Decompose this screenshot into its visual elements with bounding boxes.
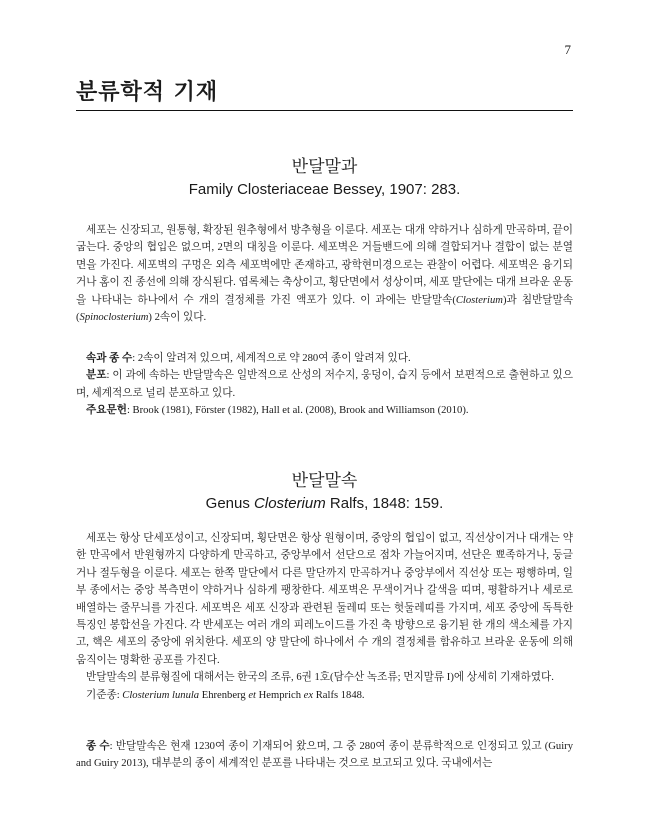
species-count-text: : 반달말속은 현재 1230여 종이 기재되어 왔으며, 그 중 280여 종이 분류학적으로 인정되고 있고 (Guiry and Guiry 2013), 대부분의 종이 세계적인 분포를 나타내는 것으로 보고되고 있다. 국내에서는: [76, 741, 573, 770]
genus-description: [76, 530, 573, 704]
family-genera-species: [76, 350, 573, 367]
genus-authority-prefix: Genus: [205, 495, 255, 512]
species-count-label: 종 수: [86, 741, 110, 752]
genus-treatment-note: 반달말속의 분류형질에 대해서는 한국의 조류, 6권 1호(담수산 녹조류; 먼지말류 I)에 상세히 기재하였다.: [86, 672, 554, 684]
family-desc-text-2: )과 침반달말속(: [76, 294, 574, 324]
family-references: [76, 402, 573, 419]
type-end: Ralfs 1848.: [313, 689, 365, 701]
family-description-paragraph: [76, 222, 573, 326]
family-facts: [76, 350, 573, 420]
genera-species-label: 속과 종 수: [86, 353, 133, 364]
species-count-paragraph: [76, 738, 573, 773]
distribution-text: : 이 과에 속하는 반달말속은 일반적으로 산성의 저수지, 웅덩이, 습지 등에서 보편적으로 출현하고 있으며, 세계적으로 널리 분포하고 있다.: [76, 370, 573, 399]
genera-species-text: : 2속이 알려져 있으며, 세계적으로 약 280여 종이 알려져 있다.: [132, 353, 411, 364]
type-label: 기준종:: [86, 689, 123, 701]
family-desc-genus-1: Closterium: [455, 294, 503, 306]
family-distribution: [76, 367, 573, 402]
type-author-2: Hemprich: [256, 689, 304, 701]
genus-authority: [76, 495, 573, 512]
references-label: 주요문헌: [86, 405, 127, 417]
references-text: : Brook (1981), Förster (1982), Hall et al. (2008), Brook and Williamson (2010).: [126, 405, 469, 417]
family-header: [76, 152, 573, 198]
family-desc-text-3: ) 2속이 있다.: [148, 312, 207, 324]
genus-type-species: [76, 687, 573, 704]
distribution-label: 분포: [86, 370, 107, 382]
section-heading: 분류학적 기재: [76, 75, 573, 111]
type-species-name: Closterium lunula: [122, 689, 200, 701]
page-number: 7: [564, 42, 571, 57]
type-et: et: [248, 689, 256, 701]
family-desc-text-1: 세포는 신장되고, 원통형, 확장된 원추형에서 방추형을 이룬다. 세포는 대개 약하거나 심하게 만곡하며, 끝이 굽는다. 중앙의 협입은 없으며, 2면의 대칭을 이룬다. 세포벽은 거들밴드에 의해 결합되거나 결합이 없는 분열면을 가진다. 세포벽의 구멍은 외측 세포벽에만 존재하고, 광학현미경으로는 관찰이 어렵다. 세포벽은 융기되거나 홈이 진 종선에 의해 장식된다. 엽록체는 축상이고, 횡단면에서 성상이며, 세포 말단에는 대개 브라운 운동을 나타내는 하나에서 수 개의 결정체를 가진 액포가 있다. 이 과에는 반달말속(: [76, 225, 573, 306]
type-author-1: Ehrenberg: [199, 689, 249, 701]
genus-authority-name: Closterium: [254, 495, 326, 512]
genus-header: [76, 466, 573, 512]
family-name-ko: 반달말과: [291, 157, 358, 177]
family-desc-genus-2: Spinoclosterium: [79, 312, 149, 324]
family-description: [76, 222, 573, 326]
genus-species-count: [76, 738, 573, 773]
type-ex: ex: [303, 689, 314, 701]
genus-name-ko: 반달말속: [291, 471, 358, 491]
genus-description-paragraph: 세포는 항상 단세포성이고, 신장되며, 횡단면은 항상 원형이며, 중앙의 협입이 없고, 직선상이거나 대개는 약한 만곡에서 반원형까지 다양하게 만곡하고, 중앙부에서 선단으로 점차 가늘어지며, 선단은 뾰족하거나, 둥글거나 절두형을 이룬다. 세포는 한쪽 말단에서 다른 말단까지 만곡하거나 중앙부에서 직선상 또는 평행하며, 일부 종에서는 중앙 복측면이 약하거나 심하게 팽창한다. 세포벽은 무색이거나 갈색을 띠며, 평활하거나 세로로 배열하는 줄무늬를 가진다. 세포벽은 세포 신장과 관련된 둘레띠 또는 헛둘레띠를 가지며, 세포 중앙에 독특한 특징인 봉합선을 가진다. 각 반세포는 여러 개의 피레노이드를 가진 축 방향으로 융기된 한 개의 색소체를 가지고, 핵은 세포의 중앙에 위치한다. 세포의 양 말단에 하나에서 수 개의 결정체를 함유하고 브라운 운동에 의해 움직이는 명확한 공포를 가진다.: [76, 533, 573, 666]
genus-authority-suffix: Ralfs, 1848: 159.: [325, 495, 444, 512]
family-authority: Family Closteriaceae Bessey, 1907: 283.: [188, 181, 461, 198]
